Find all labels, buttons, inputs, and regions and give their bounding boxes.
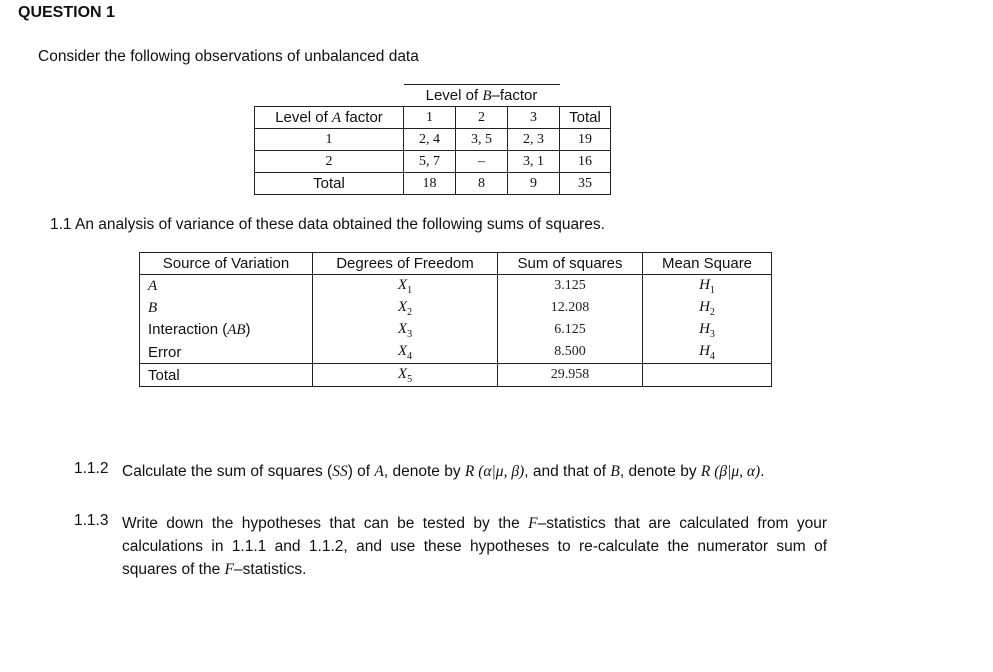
ms-cell (643, 275, 772, 298)
row-level: 1 (255, 129, 404, 151)
ss-cell: 6.125 (498, 319, 643, 341)
df-sub: 3 (407, 328, 413, 340)
df-sub: 4 (407, 350, 413, 362)
col-header-1: 1 (404, 107, 456, 129)
header-source: Source of Variation (140, 253, 313, 275)
ms-sub: 1 (709, 284, 715, 296)
ms-cell (643, 341, 772, 364)
df-cell (313, 297, 498, 319)
ms-cell (643, 297, 772, 319)
df-sub: 1 (407, 284, 413, 296)
total-row (255, 173, 611, 195)
q112-text-f: . (760, 463, 765, 480)
source-label: Total (140, 364, 313, 387)
b-factor-header (404, 85, 560, 107)
question-1-1: 1.1 An analysis of variance of these data obtained the following sums of squares. (50, 216, 605, 233)
df-cell (313, 341, 498, 364)
table-row (140, 275, 772, 298)
ms-sub: 2 (709, 306, 715, 318)
ms-var: H (699, 276, 710, 293)
ms-cell (643, 364, 772, 387)
q112-text-e: , denote by (619, 463, 701, 480)
question-1-1-3-number: 1.1.3 (74, 512, 109, 529)
df-var: X (397, 298, 408, 315)
df-var: X (397, 365, 408, 382)
row-total: 16 (560, 151, 611, 173)
source-label: B (140, 297, 313, 319)
grand-total: 35 (560, 173, 611, 195)
f-var: F (528, 515, 538, 532)
table-row (140, 341, 772, 364)
df-var: X (397, 342, 408, 359)
question-1-1-2-text (122, 460, 827, 483)
q112-text-a: Calculate the sum of squares ( (122, 463, 333, 480)
cell: 9 (508, 173, 560, 195)
source-label: Error (140, 341, 313, 364)
cell: 3, 1 (508, 151, 560, 173)
table-row (140, 319, 772, 341)
source-label: A (140, 275, 313, 298)
ss-var: SS (332, 463, 348, 480)
a-factor-header-prefix: Level of (275, 108, 332, 126)
a-factor-header (255, 107, 404, 129)
ms-var: H (699, 298, 710, 315)
header-ms: Mean Square (643, 253, 772, 275)
df-cell (313, 364, 498, 387)
q112-text-c: , denote by (383, 463, 465, 480)
total-row (140, 364, 772, 387)
cell: 2, 4 (404, 129, 456, 151)
a-factor-header-suffix: factor (341, 108, 383, 126)
cell: 8 (456, 173, 508, 195)
ms-sub: 4 (709, 350, 715, 362)
question-1-1-3-text (122, 512, 827, 581)
q113-text-b: –statistics that are calculated from your calculations in 1.1.1 and 1.1.2, and use these hypotheses to re-calculate the numerator sum of squares of the (122, 515, 827, 578)
a-factor-var: A (331, 109, 342, 126)
cell: 2, 3 (508, 129, 560, 151)
b-factor-var: B (482, 87, 492, 104)
b-var: B (610, 463, 620, 480)
table-row (140, 297, 772, 319)
source-label: Interaction (AB) (140, 319, 313, 341)
q112-text-d: , and that of (524, 463, 611, 480)
q112-text-b: ) of (347, 463, 375, 480)
f-var: F (224, 561, 235, 578)
question-1-1-2-number: 1.1.2 (74, 460, 109, 477)
header-ss: Sum of squares (498, 253, 643, 275)
row-total: 19 (560, 129, 611, 151)
ab-var: AB (227, 322, 246, 338)
df-var: X (397, 276, 408, 293)
cell: 18 (404, 173, 456, 195)
table-row (255, 129, 611, 151)
observations-table (254, 84, 611, 195)
ms-cell (643, 319, 772, 341)
anova-table (139, 252, 772, 387)
a-var: A (374, 463, 384, 480)
total-col-header: Total (560, 107, 611, 129)
b-factor-header-suffix: –factor (491, 86, 538, 104)
ss-cell: 8.500 (498, 341, 643, 364)
ms-sub: 3 (709, 328, 715, 340)
df-var: X (397, 320, 408, 337)
r-beta-expr: R (β|μ, α) (700, 463, 761, 480)
df-cell (313, 319, 498, 341)
df-sub: 2 (407, 306, 413, 318)
header-df: Degrees of Freedom (313, 253, 498, 275)
q113-text-a: Write down the hypotheses that can be tested by the (122, 515, 529, 532)
cell: 3, 5 (456, 129, 508, 151)
r-alpha-expr: R (α|μ, β) (464, 463, 525, 480)
b-factor-header-prefix: Level of (425, 86, 483, 104)
table-row (255, 151, 611, 173)
intro-text: Consider the following observations of unbalanced data (38, 48, 419, 65)
ss-cell: 29.958 (498, 364, 643, 387)
row-level: 2 (255, 151, 404, 173)
total-row-label: Total (255, 173, 404, 195)
ss-cell: 3.125 (498, 275, 643, 298)
ss-cell: 12.208 (498, 297, 643, 319)
q113-text-c: –statistics. (234, 561, 307, 578)
df-cell (313, 275, 498, 298)
cell: 5, 7 (404, 151, 456, 173)
ms-var: H (699, 320, 710, 337)
col-header-2: 2 (456, 107, 508, 129)
col-header-3: 3 (508, 107, 560, 129)
question-heading: QUESTION 1 (18, 4, 115, 21)
cell: – (456, 151, 508, 173)
df-sub: 5 (407, 373, 413, 385)
ms-var: H (699, 342, 710, 359)
